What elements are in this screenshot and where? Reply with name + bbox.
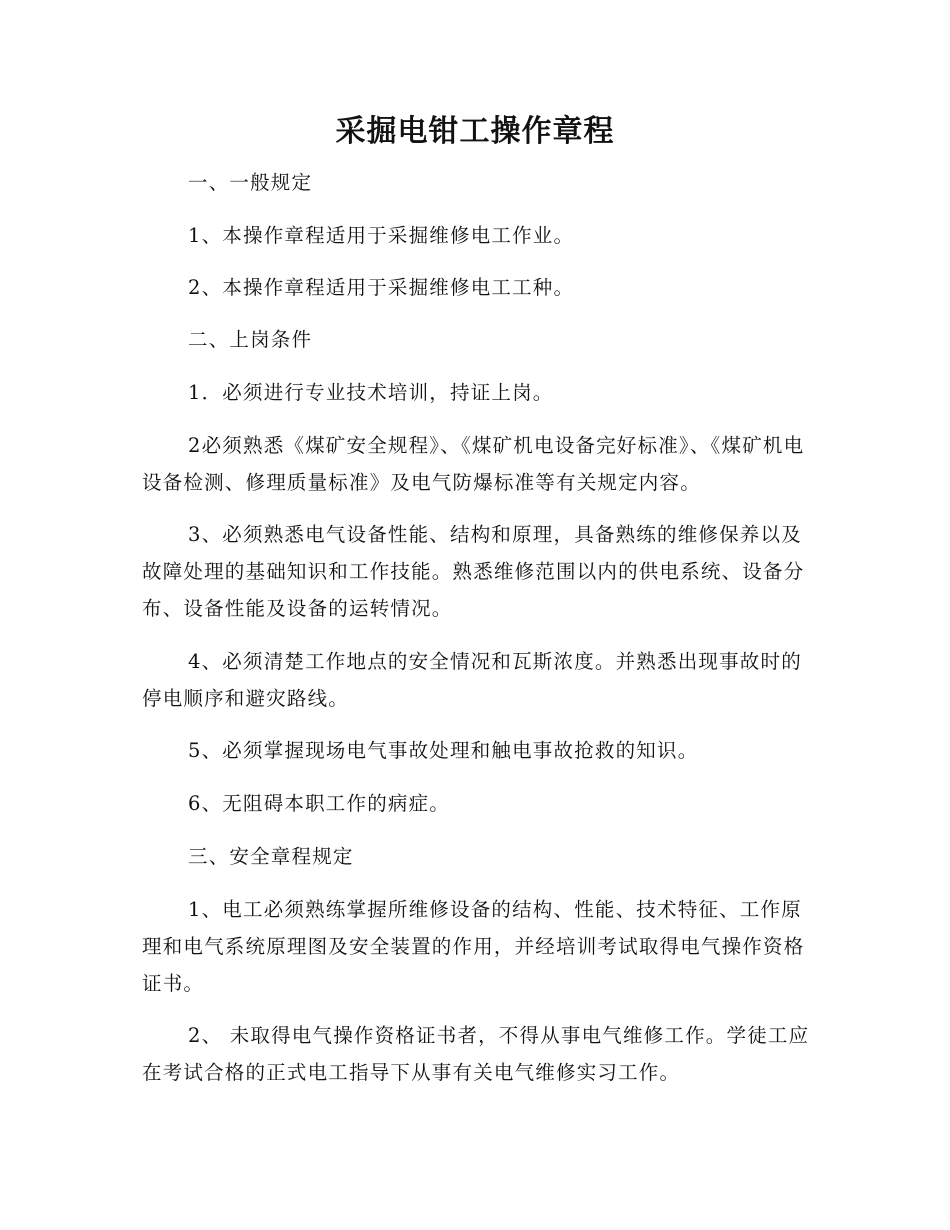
section-heading-qualifications: 二、上岗条件 [188,328,313,351]
paragraph: 2、本操作章程适用于采掘维修电工工种。 [188,276,575,299]
paragraph: 1．必须进行专业技术培训，持证上岗。 [188,381,554,404]
section-heading-general: 一、一般规定 [188,171,313,194]
paragraph: 2、 未取得电气操作资格证书者，不得从事电气维修工作。学徒工应在考试合格的正式电工指导下从事有关电气维修实习工作。 [142,1024,810,1084]
section-heading-safety-rules: 三、安全章程规定 [188,845,354,868]
paragraph: 6、无阻碍本职工作的病症。 [188,792,451,815]
paragraph: 3、必须熟悉电气设备性能、结构和原理，具备熟练的维修保养以及故障处理的基础知识和工作技能。熟悉维修范围以内的供电系统、设备分布、设备性能及设备的运转情况。 [142,523,805,620]
document-title: 采掘电钳工操作章程 [335,114,615,149]
paragraph: 2必须熟悉《煤矿安全规程》、《煤矿机电设备完好标准》、《煤矿机电设备检测、修理质量标准》及电气防爆标准等有关规定内容。 [142,434,805,494]
paragraph: 1、电工必须熟练掌握所维修设备的结构、性能、技术特征、工作原理和电气系统原理图及安全装置的作用，并经培训考试取得电气操作资格证书。 [142,898,805,995]
paragraph: 1、本操作章程适用于采掘维修电工作业。 [188,224,575,247]
paragraph: 5、必须掌握现场电气事故处理和触电事故抢救的知识。 [188,739,699,762]
paragraph: 4、必须清楚工作地点的安全情况和瓦斯浓度。并熟悉出现事故时的停电顺序和避灾路线。 [142,650,802,710]
